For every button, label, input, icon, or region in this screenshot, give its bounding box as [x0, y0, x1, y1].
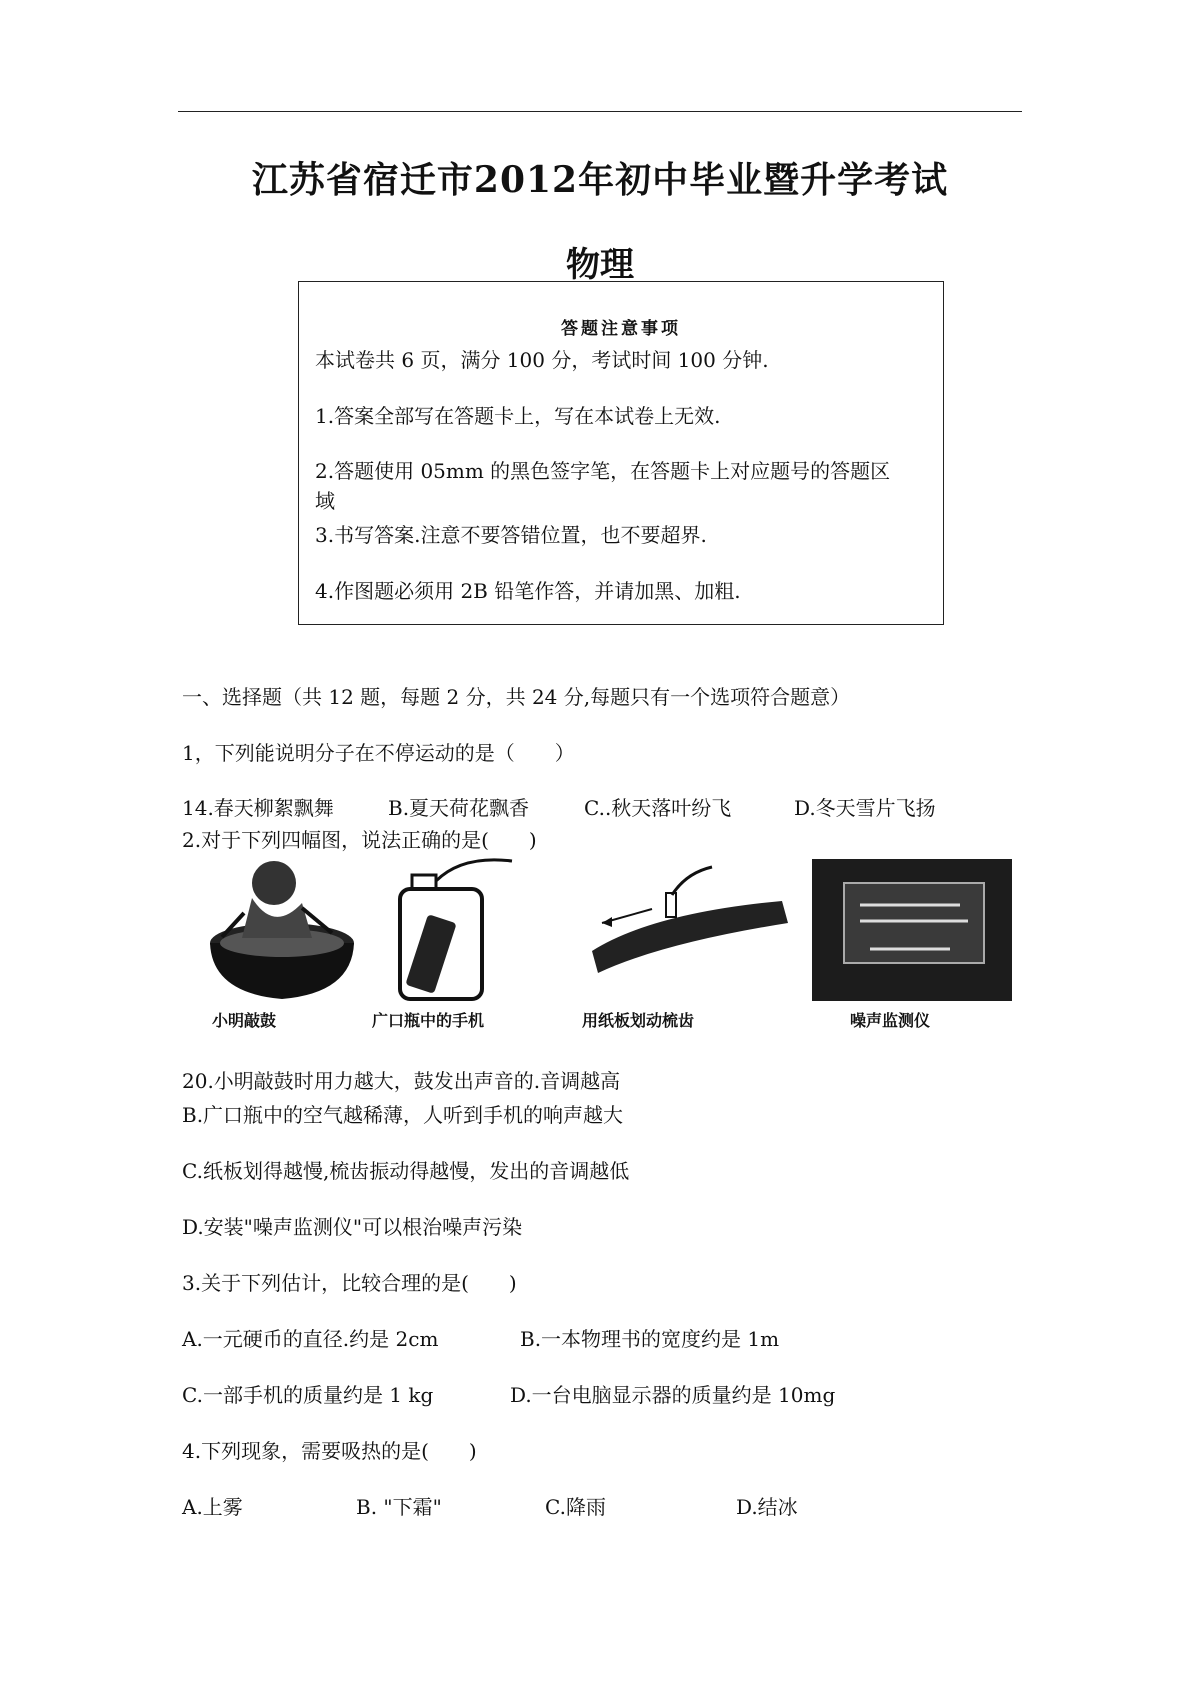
question-1-option-b: B.夏天荷花飘香: [388, 796, 530, 820]
question-1-stem: 1，下列能说明分子在不停运动的是（ ）: [182, 741, 575, 765]
question-2-option-d: D.安装"噪声监测仪"可以根治噪声污染: [182, 1215, 523, 1239]
question-3-stem: 3.关于下列估计，比较合理的是( ): [182, 1271, 517, 1295]
question-4-option-a: A.上雾: [182, 1495, 243, 1519]
figure-caption: 噪声监测仪: [850, 1011, 931, 1030]
question-4-option-b: B. "下霜": [356, 1495, 442, 1519]
jar-icon: [382, 853, 592, 1003]
exam-title: 江苏省宿迁市2012年初中毕业暨升学考试: [251, 159, 949, 201]
figure-drum: [182, 853, 382, 1037]
notice-line: 2.答题使用 05mm 的黑色签字笔，在答题卡上对应题号的答题区: [315, 459, 891, 483]
header-rule: [178, 111, 1022, 112]
figure-jar: [372, 853, 592, 1037]
question-3-option-a: A.一元硬币的直径.约是 2cm: [182, 1327, 439, 1351]
figure-comb: [582, 853, 802, 1037]
figure-noise-monitor: [810, 853, 1020, 1037]
figure-caption: 小明敲鼓: [212, 1011, 277, 1030]
question-1-option-a: 14.春天柳絮飘舞: [182, 796, 334, 820]
notice-line: 3.书写答案.注意不要答错位置，也不要超界.: [315, 523, 707, 547]
notice-box: [298, 281, 944, 625]
question-1-option-c: C..秋天落叶纷飞: [584, 796, 732, 820]
noise-monitor-icon: [810, 853, 1020, 1003]
question-1-option-d: D.冬天雪片飞扬: [794, 796, 936, 820]
question-3-option-d: D.一台电脑显示器的质量约是 10mg: [510, 1383, 836, 1407]
question-2-stem: 2.对于下列四幅图，说法正确的是( ): [182, 828, 537, 852]
notice-line: 1.答案全部写在答题卡上，写在本试卷上无效.: [315, 404, 721, 428]
notice-line: 本试卷共 6 页，满分 100 分，考试时间 100 分钟.: [315, 348, 769, 372]
question-4-option-c: C.降雨: [545, 1495, 606, 1519]
notice-line: 4.作图题必须用 2B 铅笔作答，并请加黑、加粗.: [315, 579, 741, 603]
question-2-option-b: B.广口瓶中的空气越稀薄，人听到手机的响声越大: [182, 1103, 624, 1127]
question-3-option-c: C.一部手机的质量约是 1 kg: [182, 1383, 434, 1407]
figure-caption: 广口瓶中的手机: [372, 1011, 485, 1030]
drum-icon: [182, 853, 382, 1003]
notice-line: 域: [315, 489, 335, 513]
comb-icon: [582, 853, 802, 1003]
question-2-option-a: 20.小明敲鼓时用力越大，鼓发出声音的.音调越高: [182, 1069, 621, 1093]
section-heading: 一、选择题（共 12 题，每题 2 分，共 24 分,每题只有一个选项符合题意）: [182, 685, 851, 709]
question-4-option-d: D.结冰: [736, 1495, 798, 1519]
question-4-stem: 4.下列现象，需要吸热的是( ): [182, 1439, 477, 1463]
notice-heading: 答题注意事项: [561, 319, 681, 339]
question-3-option-b: B.一本物理书的宽度约是 1m: [520, 1327, 780, 1351]
question-2-figures: [182, 853, 1020, 1037]
question-2-option-c: C.纸板划得越慢,梳齿振动得越慢，发出的音调越低: [182, 1159, 630, 1183]
figure-caption: 用纸板划动梳齿: [582, 1011, 695, 1030]
exam-subject: 物理: [566, 245, 634, 285]
